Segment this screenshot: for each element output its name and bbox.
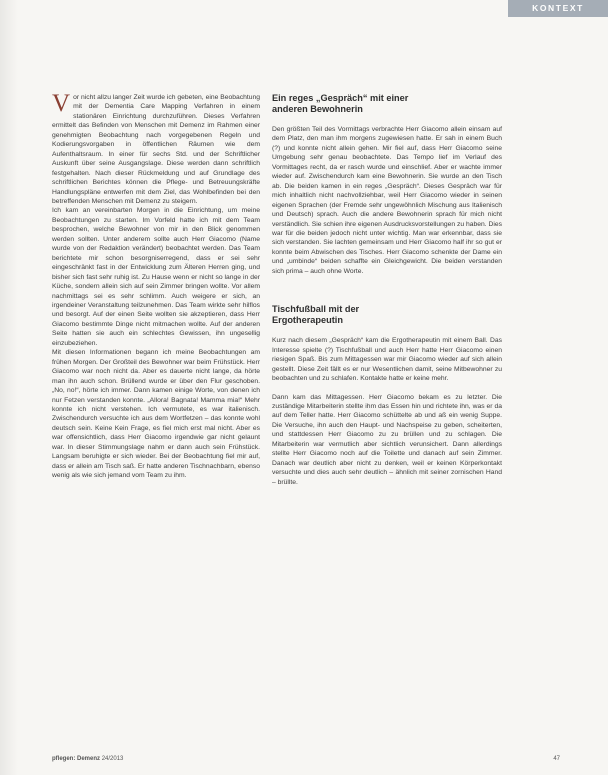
left-paragraph: or nicht allzu langer Zeit wurde ich gebeten, eine Beobachtung mit der Dementia Care Mapping Verfahren in einem stationären Einrichtung durchzuführen. Dieses Verfahren ermittelt das Befinden von Menschen mit Demenz im Rahmen einer genehmigten Beobachtung nach vorgegebenen Regeln und Kodierungsvorgaben in öffentlichen Räumen wie dem Aufenthaltsraum. In einer für sechs Std. und der Schriftlicher Auskunft über seine Ausgangslage. Diese werden dann schriftlich festgehalten. Nach dieser Rückmeldung und auf Grundlage des schriftlichen Berichtes können die Pflege- und Betreuungskräfte Handlungspläne entwerfen mit dem Ziel, das Wohlbefinden bei den betreffenden Menschen mit Demenz zu steigern. — [52, 94, 260, 205]
publication-issue: 24/2013 — [101, 756, 124, 762]
publication-name — [52, 756, 123, 762]
right-paragraph: Dann kam das Mittagessen. Herr Giacomo bekam es zu letzter. Die zuständige Mitarbeiterin stellte ihm das Essen hin und richtete ihn, was er da auf dem Teller hatte. Herr Giacomo schüttelte ab und aß ein wenig Suppe. Die Versuche, ihn auch den Haupt- und Nachspeise zu geben, scheiterten, und stattdessen Herr Giacomo zu zu brüllen und zu schlagen. Die Mitarbeiterin war vermutlich aber sichtlich verunsichert. Dann allerdings stellte Herr Giacomo noch auf die Toilette und danach auf sein Zimmer. Danach war deutlich aber nicht zu denken, weil er keinen Körperkontakt versuchte und dies auch sehr deutlich – ähnlich mit seiner zornischen Hand – brüllte. — [272, 393, 502, 486]
right-column — [272, 93, 502, 487]
drop-cap: V — [52, 90, 71, 117]
section-heading — [272, 304, 502, 326]
publication-title: pflegen: Demenz — [52, 756, 101, 762]
page-number: 47 — [553, 756, 560, 762]
left-column — [52, 90, 260, 481]
section-tab: KONTEXT — [508, 0, 608, 17]
left-paragraph: Mit diesen Informationen begann ich meine Beobachtungen am frühen Morgen. Der Großteil des Bewohner war beim Frühstück. Herr Giacomo war noch nicht da. Aber es dauerte nicht lange, da hörte man ihn auch schon. Brüllend wurde er über den Flur geschoben. „No, no!“, hörte ich immer. Dann kamen einige Worte, von denen ich nur Fetzen verstanden konnte. „Allora! Bagnata! Mamma mia!“ Mehr konnte ich nicht verstehen. Ich vermutete, es war italienisch. Zwischendurch versuchte ich aus dem Wortfetzen – das konnte wohl deutsch sein. Keine Kein Frage, es fiel mich erst mal nicht. Aber es war offensichtlich, dass Herr Giacomo irgendwie gar nicht gelaunt war. In dieser Stimmungslage nahm er dann auch sein Frühstück. Langsam beruhigte er sich wieder. Bei der Beobachtung fiel mir auf, dass er allein am Tisch saß. Er hatte anderen Tischnachbarn, ebenso wenig als wie sich jemand vom Team zu ihm. — [52, 349, 260, 480]
left-paragraph: Ich kam an vereinbarten Morgen in die Einrichtung, um meine Beobachtungen zu starten. Im Vorfeld hatte ich mit dem Team besprochen, welche Bewohner von mir in den Blick genommen werden sollten. Unter anderem sollte auch Herr Giacomo (Name wurde von der Redaktion verändert) beobachtet werden. Das Team berichtete mir schon besorgniserregend, dass er sei sehr eingeschränkt fast in der Entwicklung zum Älteren Herren ging, und bisher sich fast sehr ruhig ist. Zu Hause wenn er nicht so lange in der Küche, sondern allein sich auf sein Zimmer bringen wollte. Vor allem nachmittags sei es sehr schlimm. Auch weigere er sich, an irgendeiner Veranstaltung teilzunehmen. Das Team wirkte sehr hilflos und besorgt. Auf der einen Seite wollten sie akzeptieren, dass Herr Giacomo bestimmte Dinge nicht mitmachen wollte. Auf der anderen Seite hatten sie auch ein schlechtes Gewissen, ihn ungesellig einzubeziehen. — [52, 207, 260, 347]
paragraph-gap — [272, 384, 502, 393]
page-gutter-shadow — [0, 0, 18, 775]
right-paragraph: Kurz nach diesem „Gespräch“ kam die Ergotherapeutin mit einem Ball. Das Interesse spielte (?) Tischfußball und auch Herr hatte Herr Giacomo einen riesigen Spaß. Bis zum Mittagessen war mir Giacomo wieder auf sich allein gestellt. Diese Zeit fällt es er nur Wesentlichen damit, seine Mitbewohner zu beobachten und zu schlafen. Kontakte hatte er keine mehr. — [272, 337, 502, 383]
right-paragraph: Den größten Teil des Vormittags verbrachte Herr Giacomo allein einsam auf dem Platz, den man ihm morgens zugewiesen hatte. Er sah in einem Buch (?) und konnte nicht allein gehen. Mir fiel auf, dass Herr Giacomo seine Umgebung sehr genau beobachtete. Das Tempo lief im Verlauf des Vormittages recht, da er rasch wurde und einschlief. Aber er wachte immer wieder auf. Zwischendurch kam eine Bewohnerin. Sie wurde an den Tisch ab. Die beiden kamen in ein reges „Gespräch“. Dieses Gespräch war für mich inhaltlich nicht nachvollziehbar, weil Herr Giacomo wieder in seinen eigenen Sprachen (der Fremde sehr ungewöhnlich Mischung aus Italienisch und Deutsch) sprach. Auch die andere Bewohnerin sprach für mich nicht verständlich. Sie schien ihre eigenen Ausdrucksvorstellungen zu haben. Dies war für die beiden jedoch nicht unter wichtig. Man war erkennbar, dass sie sich verstanden. Sie lachten gemeinsam und Herr Giacomo half ihr so gut er konnte beim Abwischen des Tisches. Herr Giacomo schenkte der Dame ein und „umbinde“ beiden schaffte ein Gleichgewicht. Die beiden verstanden sich prima – auch ohne Worte. — [272, 126, 503, 275]
heading-line: Tischfußball mit der — [272, 304, 360, 315]
heading-line: anderen Bewohnerin — [272, 104, 363, 114]
section-heading — [272, 93, 502, 115]
heading-line: Ein reges „Gespräch“ mit einer — [272, 93, 409, 103]
section-gap — [272, 276, 502, 304]
heading-line: Ergotherapeutin — [272, 315, 343, 326]
